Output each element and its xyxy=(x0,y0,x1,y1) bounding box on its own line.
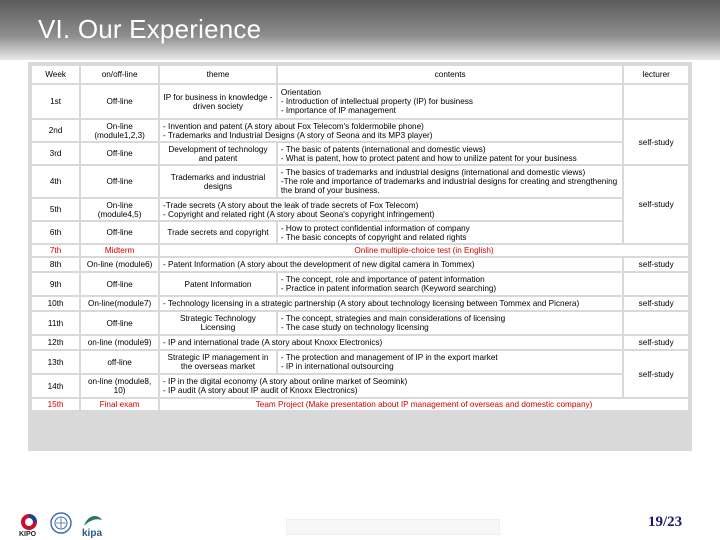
week-cell: 5th xyxy=(32,199,79,220)
mode-cell: Off-line xyxy=(81,273,158,295)
table-row xyxy=(32,375,688,397)
mode-cell: Midterm xyxy=(81,245,158,256)
mode-cell: Off-line xyxy=(81,312,158,334)
table-row xyxy=(32,297,688,310)
contents-cell: - The concept, role and importance of patent information - Practice in patent information search (Keyword searching) xyxy=(278,273,623,295)
lecturer-cell: self-study xyxy=(624,297,688,310)
emblem-logo-icon xyxy=(50,512,72,534)
week-cell: 6th xyxy=(32,222,79,243)
table-row xyxy=(32,85,688,118)
week-cell: 10th xyxy=(32,297,79,310)
footer-box xyxy=(286,519,500,535)
table-row xyxy=(32,166,688,197)
lecturer-cell xyxy=(624,312,688,334)
mode-cell: Off-line xyxy=(81,85,158,118)
header-contents: contents xyxy=(278,66,623,83)
theme-cell: Strategic IP management in the overseas market xyxy=(160,351,276,373)
week-cell: 12th xyxy=(32,336,79,349)
mode-cell: On-line(module7) xyxy=(81,297,158,310)
table-row xyxy=(32,143,688,164)
week-cell: 13th xyxy=(32,351,79,373)
lecturer-cell: self-study xyxy=(624,336,688,349)
kipa-logo-icon xyxy=(80,510,106,538)
contents-cell: - The basic of patents (international and domestic views) - What is patent, how to protect patent and how to unilize patent for your business xyxy=(278,143,623,164)
contents-cell: - How to protect confidential information of company - The basic concepts of copyright and related rights xyxy=(278,222,623,243)
week-cell: 7th xyxy=(32,245,79,256)
contents-cell: - Technology licensing in a strategic partnership (A story about technology licensing between Tommex and Picnera) xyxy=(160,297,622,310)
week-cell: 4th xyxy=(32,166,79,197)
lecturer-cell xyxy=(624,85,688,118)
schedule-table xyxy=(30,64,690,412)
slide-title: VI. Our Experience xyxy=(38,14,262,44)
theme-cell: Development of technology and patent xyxy=(160,143,276,164)
page-number: 19/23 xyxy=(648,514,683,530)
header-week: Week xyxy=(32,66,79,83)
table-row xyxy=(32,273,688,295)
header-lecturer: lecturer xyxy=(624,66,688,83)
contents-cell: - The protection and management of IP in the export market - IP in international outsourcing xyxy=(278,351,623,373)
contents-cell: - The concept, strategies and main considerations of licensing - The case study on technology licensing xyxy=(278,312,623,334)
mode-cell: Final exam xyxy=(81,399,158,410)
mode-cell: On-line (module6) xyxy=(81,258,158,271)
header-theme: theme xyxy=(160,66,276,83)
contents-cell: Online multiple-choice test (in English) xyxy=(160,245,688,256)
contents-cell: - Patent Information (A story about the development of new digital camera in Tommex) xyxy=(160,258,622,271)
contents-cell: Team Project (Make presentation about IP management of overseas and domestic company) xyxy=(160,399,688,410)
lecturer-cell: self-study xyxy=(624,120,688,164)
theme-cell: Strategic Technology Licensing xyxy=(160,312,276,334)
kipa-logo-text: kipa xyxy=(82,528,103,538)
week-cell: 3rd xyxy=(32,143,79,164)
theme-cell: IP for business in knowledge -driven society xyxy=(160,85,276,118)
contents-cell: - Invention and patent (A story about Fox Telecom's foldermobile phone) - Trademarks and Industrial Designs (A story of Seona and its MP3 player) xyxy=(160,120,622,141)
header-mode: on/off-line xyxy=(81,66,158,83)
mode-cell: On-line (module1,2,3) xyxy=(81,120,158,141)
table-row xyxy=(32,351,688,373)
theme-cell: Trademarks and industrial designs xyxy=(160,166,276,197)
mode-cell: on-line (module8, 10) xyxy=(81,375,158,397)
contents-cell: Orientation - Introduction of intellectual property (IP) for business - Importance of IP management xyxy=(278,85,623,118)
theme-cell: Patent Information xyxy=(160,273,276,295)
contents-cell: - IP in the digital economy (A story about online market of Seomink) - IP audit (A story about IP audit of Knoxx Electronics) xyxy=(160,375,622,397)
table-row xyxy=(32,199,688,220)
lecturer-cell xyxy=(624,273,688,295)
table-row xyxy=(32,336,688,349)
kipo-logo-text: KIPO xyxy=(19,531,37,538)
schedule-table-frame xyxy=(28,62,692,451)
table-row xyxy=(32,399,688,410)
table-header-row xyxy=(32,66,688,83)
mode-cell: off-line xyxy=(81,351,158,373)
contents-cell: - IP and international trade (A story about Knoxx Electronics) xyxy=(160,336,622,349)
week-cell: 14th xyxy=(32,375,79,397)
mode-cell: Off-line xyxy=(81,222,158,243)
mode-cell: On-line (module4,5) xyxy=(81,199,158,220)
lecturer-cell: self-study xyxy=(624,351,688,397)
week-cell: 2nd xyxy=(32,120,79,141)
table-row xyxy=(32,222,688,243)
week-cell: 8th xyxy=(32,258,79,271)
title-bar xyxy=(0,0,720,60)
theme-cell: Trade secrets and copyright xyxy=(160,222,276,243)
week-cell: 11th xyxy=(32,312,79,334)
mode-cell: Off-line xyxy=(81,143,158,164)
lecturer-cell: self-study xyxy=(624,258,688,271)
week-cell: 9th xyxy=(32,273,79,295)
week-cell: 1st xyxy=(32,85,79,118)
mode-cell: on-line (module9) xyxy=(81,336,158,349)
table-row xyxy=(32,120,688,141)
lecturer-cell: self-study xyxy=(624,166,688,243)
contents-cell: - The basics of trademarks and industrial designs (international and domestic views) -The role and importance of trademarks and industrial designs for creating and strengthening the brand of your business. xyxy=(278,166,623,197)
contents-cell: -Trade secrets (A story about the leak of trade secrets of Fox Telecom) - Copyright and related right (A story about Seona's copyright infringement) xyxy=(160,199,622,220)
table-row xyxy=(32,312,688,334)
mode-cell: Off-line xyxy=(81,166,158,197)
week-cell: 15th xyxy=(32,399,79,410)
table-row xyxy=(32,245,688,256)
table-row xyxy=(32,258,688,271)
